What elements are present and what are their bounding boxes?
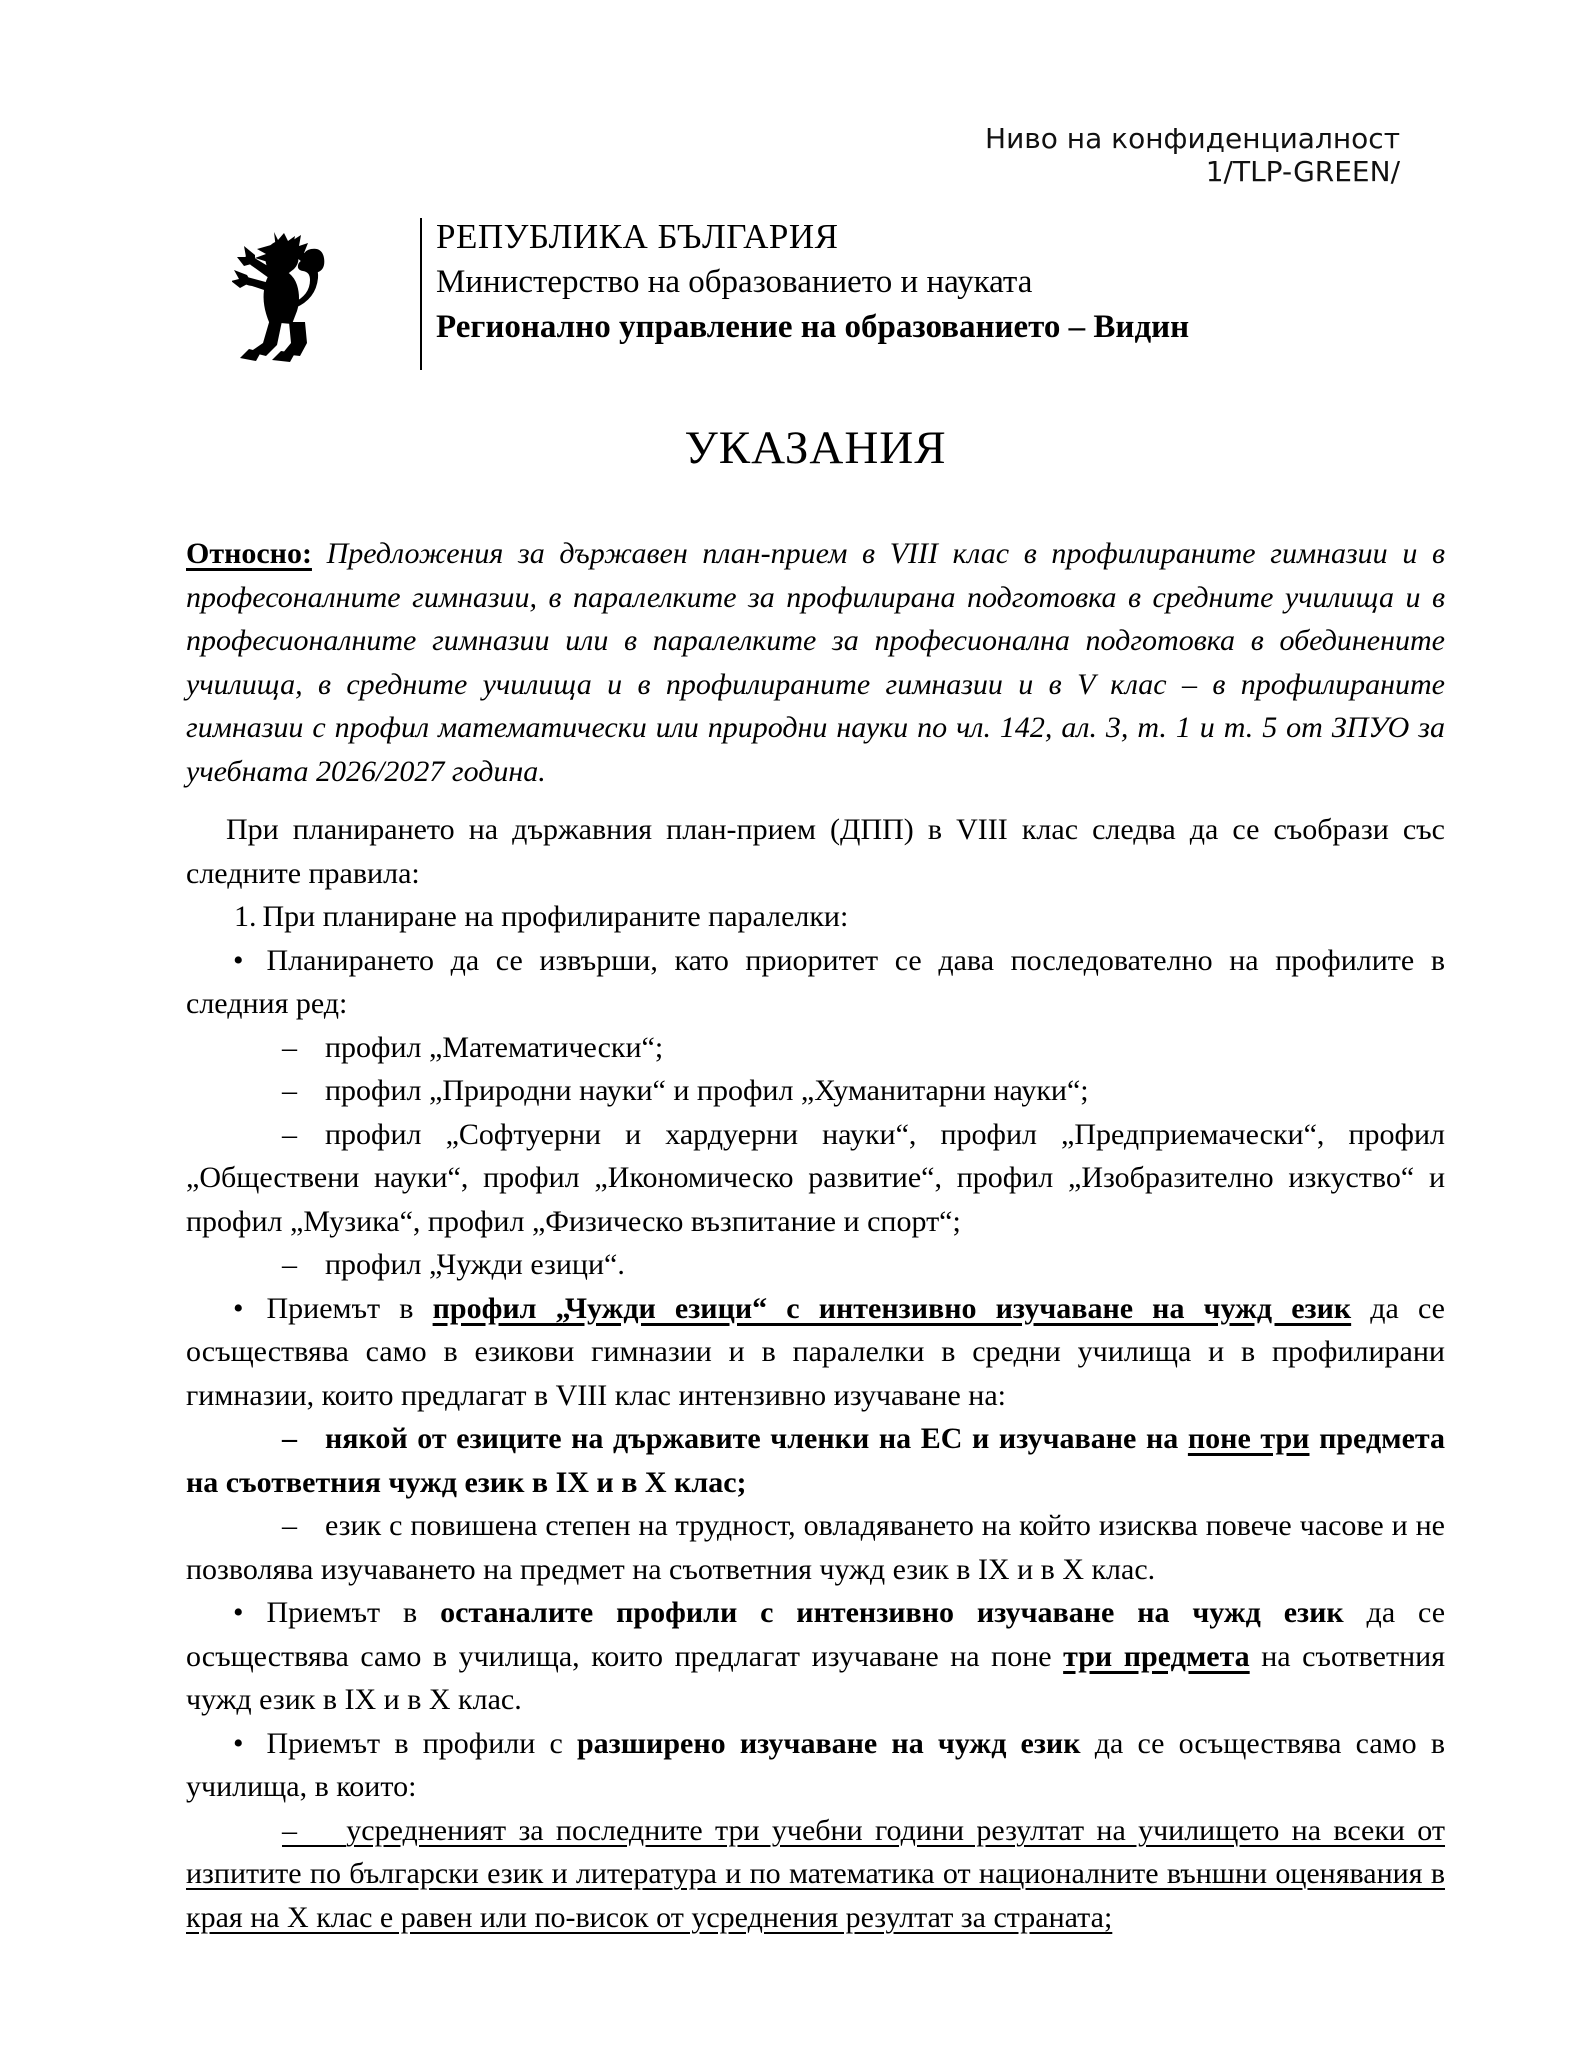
bullet-priority-order	[186, 939, 1445, 1026]
b2-pre: Приемът в	[266, 1291, 433, 1325]
dash-marker: –	[282, 1509, 297, 1542]
b4-pre: Приемът в профили с	[266, 1726, 577, 1760]
marker-gap	[244, 969, 267, 970]
bulgaria-lion-emblem-icon	[232, 226, 342, 366]
subject-label: Относно:	[186, 537, 312, 570]
dash-average-results	[186, 1809, 1445, 1940]
dash-profile-software-and-others	[186, 1113, 1445, 1244]
document-title: УКАЗАНИЯ	[684, 422, 947, 474]
letterhead-country: РЕПУБЛИКА БЪЛГАРИЯ	[436, 217, 839, 256]
dash-profile-mathematical	[186, 1026, 1445, 1070]
dash-profile-sciences-humanities-text: профил „Природни науки“ и профил „Хуманитарни науки“;	[325, 1074, 1089, 1107]
marker-gap	[244, 1621, 267, 1622]
marker-gap	[244, 1752, 267, 1753]
dash-profile-mathematical-text: профил „Математически“;	[325, 1030, 664, 1064]
b4-post: да се осъществява само в училища, в които:	[186, 1726, 1445, 1803]
document-content	[186, 0, 1445, 1939]
dash-profile-foreign-languages	[186, 1243, 1445, 1287]
numbered-item-1-text: При планиране на профилираните паралелки:	[262, 900, 849, 933]
b2-post: да се осъществява само в езикови гимназии и в паралелки в средни училища и в профилирани гимназии, които предлагат в VIII клас интензивно изучаване на:	[186, 1291, 1445, 1412]
dash-profile-foreign-languages-text: профил „Чужди езици“.	[325, 1248, 625, 1281]
marker-gap	[297, 1099, 325, 1100]
d5-emphasis: поне три	[1187, 1422, 1310, 1455]
marker-gap	[297, 1273, 325, 1274]
b3-post: на съответния чужд език в IX и в X клас.	[186, 1639, 1445, 1716]
item-number: 1.	[234, 900, 257, 933]
dash-marker: –	[282, 1248, 297, 1281]
dash-difficult-language	[186, 1504, 1445, 1591]
dash-difficult-language-text: език с повишена степен на трудност, овладяването на който изисква повече часове и не позволява изучаването на предмет на съответния чужд език в IX и в X клас.	[186, 1509, 1445, 1586]
dash-marker: –	[282, 1422, 297, 1455]
bullet-marker: •	[233, 1596, 244, 1629]
confidentiality-tlp-marking: 1/TLP-GREEN/	[1205, 155, 1400, 188]
bullet-extended-foreign-language	[186, 1722, 1445, 1809]
letterhead-ministry: Министерство на образованието и науката	[436, 264, 1033, 300]
b3-mid: да се осъществява само в училища, които предлагат изучаване на поне	[186, 1596, 1446, 1673]
marker-gap	[297, 1534, 325, 1535]
dash-profile-sciences-humanities	[186, 1069, 1445, 1113]
dash-marker: –	[282, 1813, 297, 1847]
subject-text: Предложения за държавен план-прием в VIII клас в профилираните гимназии и в професоналните гимназии, в паралелките за профилирана подготовка в средните училища и в професионалните гимназии или в паралелките за професионална подготовка в обединените училища, в средните училища и в профилираните гимназии и в V клас – в профилираните гимназии с профил математически или природни науки по чл. 142, ал. 3, т. 1 и т. 5 от ЗПУО за учебната 2026/2027 година.	[186, 537, 1446, 788]
marker-gap	[297, 1056, 325, 1057]
rules-intro-paragraph: При планирането на държавния план-прием (ДПП) в VIII клас следва да се съобрази със следните правила:	[186, 813, 1445, 890]
dash-marker: –	[282, 1117, 297, 1151]
bullet-foreign-languages-intensive	[186, 1287, 1445, 1418]
numbered-item-1	[186, 895, 1445, 939]
letterhead	[186, 217, 1445, 376]
marker-gap	[297, 1447, 325, 1448]
letterhead-text	[436, 214, 1189, 350]
d5-post: предмета на съответния чужд език в IX и в X клас;	[186, 1422, 1446, 1499]
bullet-priority-order-text: Планирането да се извърши, като приоритет се дава последователно на профилите в следния ред:	[186, 943, 1445, 1020]
dash-marker: –	[282, 1074, 297, 1107]
bullet-marker: •	[233, 1726, 244, 1760]
marker-gap	[244, 1317, 267, 1318]
b4-bold: разширено изучаване на чужд език	[576, 1726, 1081, 1760]
marker-gap	[297, 1143, 325, 1144]
letterhead-divider	[420, 218, 422, 370]
b3-pre: Приемът в	[266, 1596, 441, 1629]
bullet-marker: •	[233, 943, 244, 977]
confidentiality-level-label: Ниво на конфиденциалност	[985, 122, 1400, 155]
letterhead-office: Регионално управление на образованието – Видин	[436, 309, 1190, 345]
bullet-other-profiles-intensive	[186, 1591, 1445, 1722]
confidentiality-block	[186, 122, 1400, 188]
subject-paragraph	[186, 532, 1445, 793]
d5-pre: някой от езиците на държавите членки на ЕС и изучаване на	[325, 1422, 1188, 1455]
b2-emphasis: профил „Чужди езици“ с интензивно изучаване на чужд език	[432, 1291, 1352, 1325]
dash-profile-software-and-others-text: профил „Софтуерни и хардуерни науки“, профил „Предприемачески“, профил „Обществени науки“, профил „Икономическо развитие“, профил „Изобразително изкуство“ и профил „Музика“, профил „Физическо възпитание и спорт“;	[186, 1117, 1445, 1238]
dash-average-results-text: усредненият за последните три учебни години резултат на училището на всеки от изпитите по български език и литература и по математика от националните външни оценявания в края на X клас е равен или по-висок от усреднения резултат за страната;	[186, 1813, 1446, 1934]
dash-eu-languages	[186, 1417, 1445, 1504]
b3-emphasis: три предмета	[1063, 1639, 1250, 1673]
dash-average-results-underlined	[186, 1814, 1445, 1934]
dash-marker: –	[282, 1030, 297, 1064]
bullet-marker: •	[233, 1291, 244, 1325]
b3-bold: останалите профили с интензивно изучаване на чужд език	[440, 1596, 1344, 1629]
